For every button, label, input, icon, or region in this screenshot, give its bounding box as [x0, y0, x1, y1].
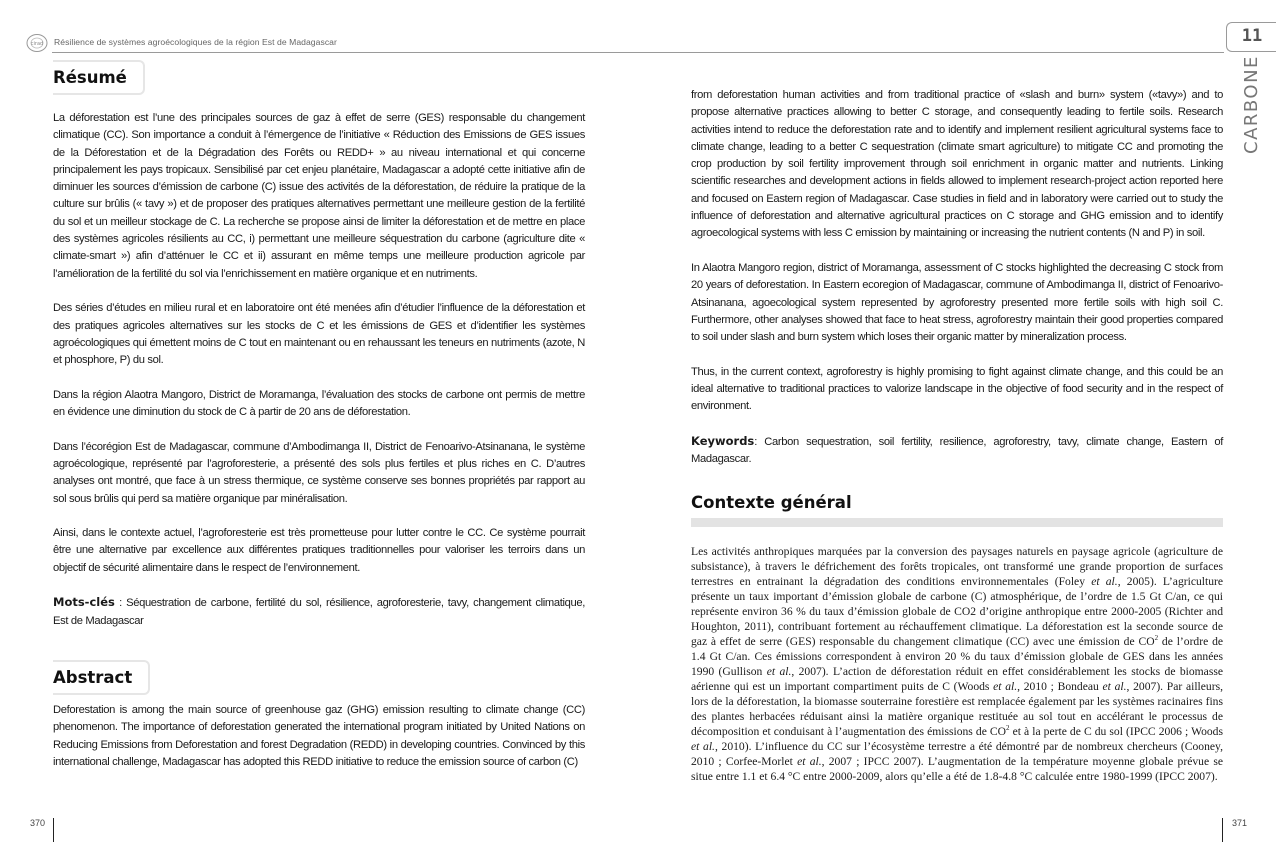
contexte-paragraph: Les activités anthropiques marquées par la conversion des paysages naturels en paysage agricole (agriculture de subsistance), à travers le défrichement des forêts tropicales, ont transformé une grande proportion de surfaces terrestres en entrainant la dégradation des conditions environnementales (Foley et al., 2005). L’agriculture présente un taux important d’émission globale de carbone (C) atmosphérique, de l’ordre de 1.5 Gt C/an, ce qui représente environ 36 % du taux d’émission globale de CO2 d’origine anthropique entre 2000-2005 (Richter and Houghton, 2011), contribuant fortement au réchauffement climatique. La déforestation est la seconde source de gaz à effet de serre (GES) responsable du changement climatique (CC) avec une émission de $CO^2$ de l’ordre de 1.4 Gt C/an. Ces émissions correspondent à environ 20 % du taux d’émission globale de GES dans les années 1990 (Gullison et al., 2007). L’action de déforestation réduit en effet considérablement les stocks de biomasse aérienne qui est un important compartiment puits de C (Woods et al., 2010 ; Bondeau et al., 2007). Par ailleurs, lors de la déforestation, la biomasse souterraine forestière est remplacée également par les systèmes racinaires fins des plantes herbacées réduisant ainsi la matière organique restituée au sol tout en accélérant le processus de décomposition et conduisant à l’augmentation des émissions de $CO^2$ et à la perte de C du sol (IPCC 2006 ; Woods et al., 2010). L’influence du CC sur l’écosystème terrestre a été démontré par de nombreux chercheurs (Cooney, 2010 ; Corfee-Morlet et al., 2007 ; IPCC 2007). L’augmentation de la température moyenne globale prévue se situe entre 1.1 et 6.4 °C entre 2000-2009, alors qu’elle a été de 1.8-4.8 °C calculée entre 1980-1999 (IPCC 2007).: [691, 544, 1224, 783]
page-number-left: 370: [30, 818, 46, 828]
abstract-continued-3: Thus, in the current context, agroforestry is highly promising to fight against climate change, and this could be an ideal alternative to traditional practices to valorize landscape in the objective of food security and in the respect of environment.: [691, 365, 1223, 413]
svg-text:cirad: cirad: [30, 41, 44, 47]
resume-heading-box: [53, 60, 145, 95]
header-rule: [52, 52, 1224, 53]
resume-paragraph-5: Ainsi, dans le contexte actuel, l’agroforesterie est très prometteuse pour lutter contre le CC. Ce système pourrait être une alternative par excellence aux différentes pratiques traditionnelles pour valoriser les terroirs dans un objectif de sécurité alimentaire dans le respect de l’environnement.: [53, 527, 585, 574]
resume-keywords: [53, 594, 585, 630]
resume-heading: Résumé: [53, 68, 127, 87]
contexte-heading: Contexte général: [691, 492, 852, 512]
resume-keywords-label: Mots-clés: [53, 595, 115, 610]
abstract-continued-1: from deforestation human activities and from traditional practice of «slash and burn» system («tavy») and to propose alternative practices allowing to better C storage, and consequently leading to fertile soils. Research activities intend to reduce the deforestation rate and to identify and implement resilient agricultural systems face to climate change, leading to a better C sequestration (climate smart agriculture) to mitigate CC and promoting the crop production by soil fertility improvement through soil enrichment in organic matter and nutrients. Linking scientific researches and development actions in fields allowed to implement research-project action reported here and focused on Eastern region of Madagascar. Case studies in field and in laboratory were carried out to study the influence of deforestation and alternative agricultural practices on C storage and GHG emission and to identify agroecological systems with less C emission by maintaining or increasing the nutrient contents (N and P) in soil.: [691, 89, 1223, 240]
abstract-paragraph: Deforestation is among the main source of greenhouse gaz (GHG) emission resulting to climate change (CC) phenomenon. The importance of deforestation generated the international program initiated by United Nations on Reducing Emissions from Deforestation and forest Degradation (REDD) in developing countries. Convinced by this international challenge, Madagascar has adopted this REDD initiative to reduce the emission source of carbon (C): [53, 703, 585, 768]
abstract-heading: Abstract: [53, 667, 133, 687]
resume-keywords-text: : Séquestration de carbone, fertilité du sol, résilience, agroforesterie, tavy, changement climatique, Est de Madagascar: [53, 597, 585, 627]
resume-paragraph-1: La déforestation est l’une des principales sources de gaz à effet de serre (GES) responsable du changement climatique (CC). Son importance a conduit à l’émergence de l’initiative « Réduction des Emissions de GES issues de la Déforestation et de la Dégradation des Forêts ou REDD+ » au niveau international et qui concerne principalement les pays tropicaux. Sensibilisé par cet enjeu planétaire, Madagascar a adopté cette initiative afin de diminuer les sources d’émission de carbone (C) issue des activités de la déforestation, de réduire la pratique de la culture sur brûlis (« tavy ») et de proposer des pratiques alternatives permettant une meilleure gestion de la fertilité du sol et un meilleur stockage de C. La recherche se propose ainsi de limiter la déforestation et de mettre en place des systèmes agricoles résilients au CC, i) permettant une meilleure séquestration du carbone (agriculture dite « climate-smart ») afin d’atténuer le CC et ii) assurant en même temps une meilleure production agricole par l’amélioration de la fertilité du sol via l’enrichissement en matière organique et en nutriments.: [53, 112, 585, 280]
abstract-heading-box: [53, 660, 150, 695]
resume-paragraph-3: Dans la région Alaotra Mangoro, District de Moramanga, l’évaluation des stocks de carbone ont permis de mettre en évidence une diminution du stock de C à partir de 20 ans de déforestation.: [53, 388, 585, 419]
resume-paragraph-4: Dans l’écorégion Est de Madagascar, commune d’Ambodimanga II, District de Fenoarivo-Atsinanana, le système agroécologique, représenté par l’agroforesterie, a présenté des sols plus fertiles et plus riches en C. D’autres analyses ont montré, que face à un stress thermique, ce système conserve ses bonnes propriétés par rapport au sol sous brûlis qui perd sa matière organique par minéralisation.: [53, 440, 585, 505]
right-column: [691, 87, 1223, 784]
cirad-logo-icon: [26, 33, 48, 53]
resume-paragraph-2: Des séries d’études en milieu rural et en laboratoire ont été menées afin d’étudier l’influence de la déforestation et des pratiques agricoles alternatives sur les stocks de C et les émissions de GES et d’identifier les systèmes agroécologiques qui émettent moins de C tout en maintenant ou en rehaussant les teneurs en nutriments (azote, N et phosphore, P) du sol.: [53, 302, 585, 367]
page-number-right: 371: [1232, 818, 1248, 828]
abstract-keywords-text: : Carbon sequestration, soil fertility, resilience, agroforestry, tavy, climate change, Eastern of Madagascar.: [691, 435, 1223, 466]
chapter-number: 11: [1241, 26, 1263, 46]
page-number-left-rule: [53, 818, 54, 842]
running-title: Résilience de systèmes agroécologiques de la région Est de Madagascar: [54, 37, 337, 47]
abstract-continued-2: In Alaotra Mangoro region, district of Moramanga, assessment of C stocks highlighted the decreasing C stock from 20 years of deforestation. In Eastern ecoregion of Madagascar, commune of Ambodimanga II, district of Fenoarivo-Atsinanana, agoecological system represented by agroforestry presented more fertile soils with high soil C. Furthermore, other analyses showed that face to heat stress, agroforestry maintain their good properties compared to soil under slash and burn system which loses their organic matter by mineralization process.: [691, 261, 1223, 344]
contexte-heading-bar: [691, 518, 1223, 527]
chapter-label: CARBONE: [1241, 55, 1262, 154]
abstract-keywords: [691, 433, 1223, 469]
abstract-keywords-label: Keywords: [691, 433, 755, 448]
chapter-number-box: [1226, 22, 1276, 52]
chapter-tab: [1226, 22, 1276, 162]
left-column: [53, 60, 585, 788]
page-number-right-rule: [1222, 818, 1223, 842]
